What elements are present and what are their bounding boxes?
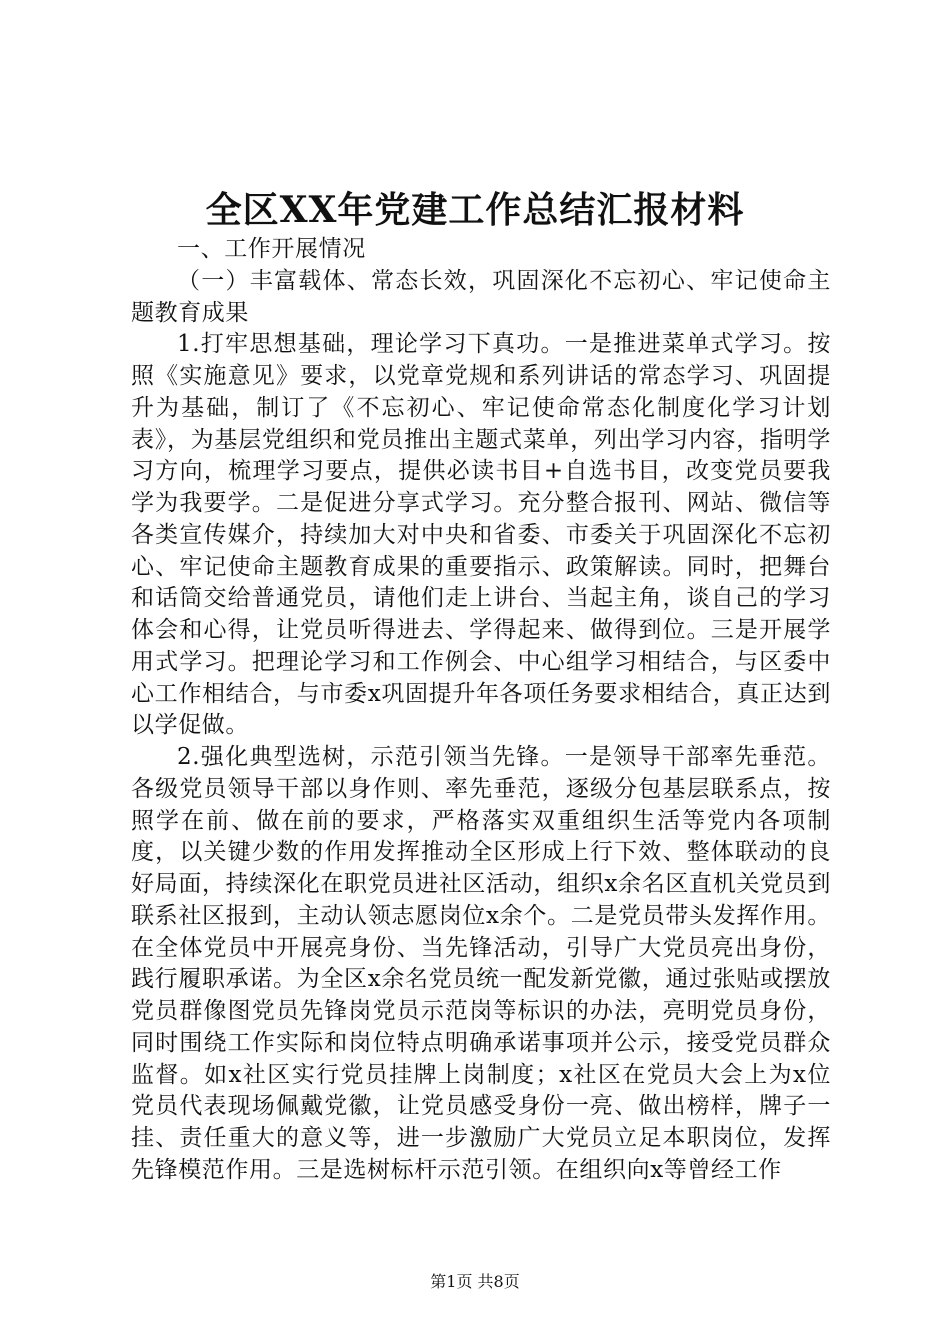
document-body: [131, 234, 831, 1187]
page-indicator: 第1页 共8页: [430, 1272, 520, 1291]
document-title: 全区XX年党建工作总结汇报材料: [205, 189, 745, 231]
subsection-heading: （一）丰富载体、常态长效，巩固深化不忘初心、牢记使命主题教育成果: [131, 267, 831, 326]
section-heading: 一、工作开展情况: [177, 236, 366, 262]
body-paragraph: 2.强化典型选树，示范引领当先锋。一是领导干部率先垂范。各级党员领导干部以身作则、率先垂范，逐级分包基层联系点，按照学在前、做在前的要求，严格落实双重组织生活等党内各项制度，以关键少数的作用发挥推动全区形成上行下效、整体联动的良好局面，持续深化在职党员进社区活动，组织x余名区直机关党员到联系社区报到，主动认领志愿岗位x余个。二是党员带头发挥作用。在全体党员中开展亮身份、当先锋活动，引导广大党员亮出身份，践行履职承诺。为全区x余名党员统一配发新党徽，通过张贴或摆放党员群像图党员先锋岗党员示范岗等标识的办法，亮明党员身份，同时围绕工作实际和岗位特点明确承诺事项并公示，接受党员群众监督。如x社区实行党员挂牌上岗制度；x社区在党员大会上为x位党员代表现场佩戴党徽，让党员感受身份一亮、做出榜样，牌子一挂、责任重大的意义等，进一步激励广大党员立足本职岗位，发挥先锋模范作用。三是选树标杆示范引领。在组织向x等曾经工作: [131, 744, 831, 1183]
body-paragraph: 1.打牢思想基础，理论学习下真功。一是推进菜单式学习。按照《实施意见》要求，以党章党规和系列讲话的常态学习、巩固提升为基础，制订了《不忘初心、牢记使命常态化制度化学习计划表》，为基层党组织和党员推出主题式菜单，列出学习内容，指明学习方向，梳理学习要点，提供必读书目+自选书目，改变党员要我学为我要学。二是促进分享式学习。充分整合报刊、网站、微信等各类宣传媒介，持续加大对中央和省委、市委关于巩固深化不忘初心、牢记使命主题教育成果的重要指示、政策解读。同时，把舞台和话筒交给普通党员，请他们走上讲台、当起主角，谈自己的学习体会和心得，让党员听得进去、学得起来、做得到位。三是开展学用式学习。把理论学习和工作例会、中心组学习相结合，与区委中心工作相结合，与市委x巩固提升年各项任务要求相结合，真正达到以学促做。: [131, 331, 831, 739]
